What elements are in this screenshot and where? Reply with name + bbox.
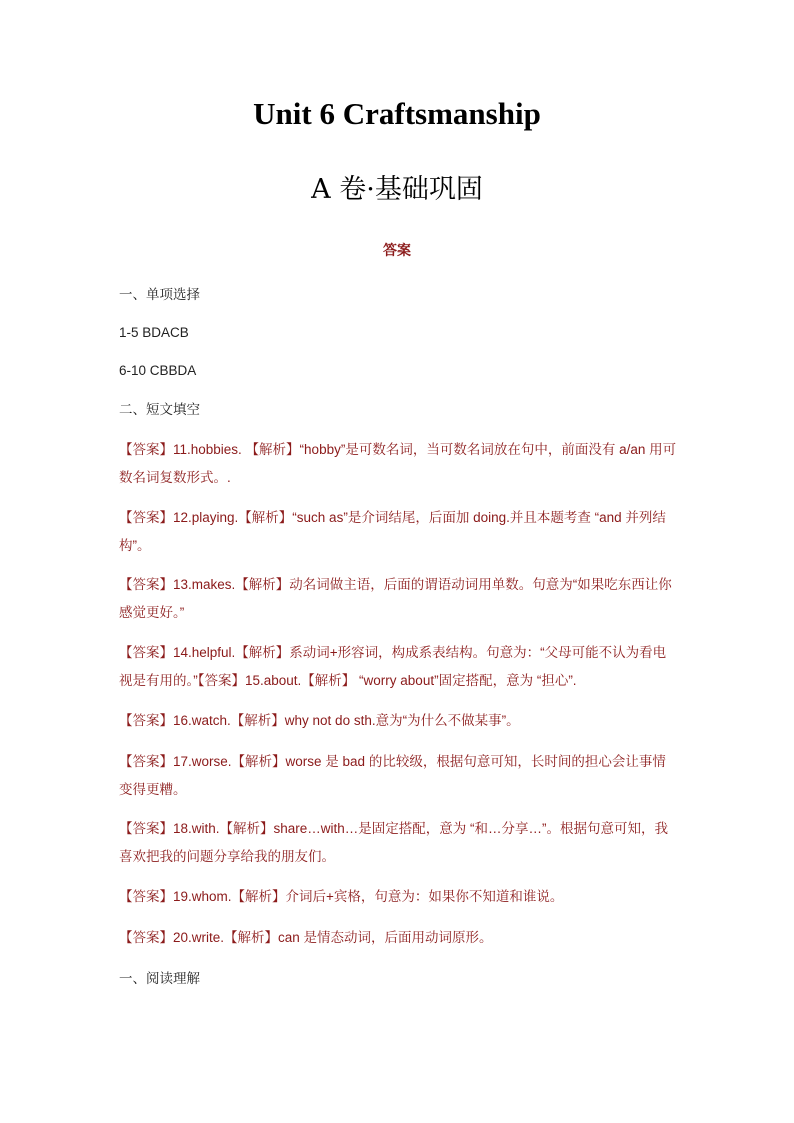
section-heading-multiple-choice: 一、单项选择 (119, 287, 200, 302)
answer-entry-19: 【答案】19.whom.【解析】介词后+宾格，句意为：如果你不知道和谁说。 (119, 889, 564, 904)
answer-entry-17: 【答案】17.worse.【解析】worse 是 bad 的比较级，根据句意可知，长时间的担心会让事情变得更糟。 (119, 754, 666, 797)
mc-answers-6-10: 6-10 CBBDA (119, 363, 197, 378)
answer-heading: 答案 (383, 243, 411, 259)
answer-entry-16: 【答案】16.watch.【解析】why not do sth.意为“为什么不做某事”。 (119, 713, 520, 728)
document-title: Unit 6 Craftsmanship (253, 96, 541, 131)
answer-entry-13: 【答案】13.makes.【解析】动名词做主语，后面的谓语动词用单数。句意为“如果吃东西让你感觉更好。” (119, 577, 672, 620)
section-heading-cloze: 二、短文填空 (119, 402, 200, 417)
document-subtitle: A 卷·基础巩固 (311, 174, 483, 205)
answer-entry-14-15: 【答案】14.helpful.【解析】系动词+形容词，构成系表结构。句意为：“父母可能不认为看电视是有用的。”【答案】15.about.【解析】 “worry about”固定搭配，意为 “担心”. (119, 645, 667, 688)
answer-entry-20: 【答案】20.write.【解析】can 是情态动词，后面用动词原形。 (119, 930, 493, 945)
mc-answers-1-5: 1-5 BDACB (119, 325, 189, 340)
answer-entry-11: 【答案】11.hobbies. 【解析】“hobby”是可数名词，当可数名词放在句中，前面没有 a/an 用可数名词复数形式。. (119, 442, 677, 485)
section-heading-reading: 一、阅读理解 (119, 971, 200, 986)
answer-entry-18: 【答案】18.with.【解析】share…with…是固定搭配，意为 “和…分享…”。根据句意可知，我喜欢把我的问题分享给我的朋友们。 (119, 821, 669, 864)
answer-entry-12: 【答案】12.playing.【解析】“such as”是介词结尾，后面加 doing.并且本题考查 “and 并列结构”。 (119, 510, 666, 553)
